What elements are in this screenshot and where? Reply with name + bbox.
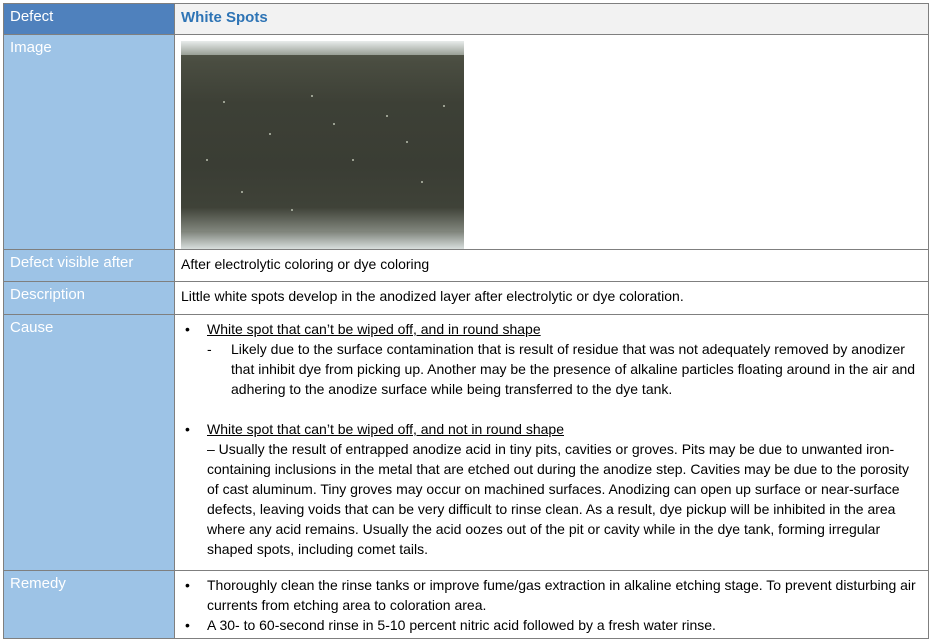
image-label: Image — [4, 35, 175, 250]
white-spot — [206, 159, 208, 161]
defect-label: Defect — [4, 4, 175, 35]
white-spot — [311, 95, 313, 97]
spacer — [199, 399, 922, 419]
cause-item-detail-text: Likely due to the surface contamination that is result of residue that was not adequately removed by anodizer that inhibit dye from picking up. Another may be the presence of alkaline particles floating around in the air and adhering to the anodize surface while being transferred to the dye tank. — [231, 341, 916, 397]
remedy-item: • A 30- to 60-second rinse in 5-10 percent nitric acid followed by a fresh water rinse. — [199, 615, 928, 635]
cause-item-title: White spot that can’t be wiped off, and in round shape — [207, 321, 541, 337]
defect-title: White Spots — [175, 4, 929, 35]
white-spot — [333, 123, 335, 125]
white-spot — [223, 101, 225, 103]
white-spot — [443, 105, 445, 107]
remedy-list — [181, 575, 928, 635]
white-spot — [421, 181, 423, 183]
row-image — [4, 35, 929, 250]
cause-label: Cause — [4, 315, 175, 571]
row-remedy — [4, 571, 929, 639]
row-visible-after — [4, 250, 929, 282]
description-value: Little white spots develop in the anodized layer after electrolytic or dye coloration. — [175, 282, 929, 315]
row-cause — [4, 315, 929, 571]
white-spot — [386, 115, 388, 117]
remedy-value — [175, 571, 929, 639]
cause-value — [175, 315, 929, 571]
row-defect — [4, 4, 929, 35]
white-spot — [241, 191, 243, 193]
cause-item-detail-text: – Usually the result of entrapped anodize acid in tiny pits, cavities or groves. Pits may be due to unwanted iron-containing inclusions in the metal that are etched out during the anodize step. Cavities may be due to the porosity of cast aluminum. Tiny groves may occur on machined surfaces. Anodizing can open up surface or near-surface defects, leaving voids that can be very difficult to rinse clean. As a result, dye pickup will be inhibited in the area where any acid remains. Usually the acid oozes out of the pit or cavity while in the dye tank, forming irregular shaped spots, including comet tails. — [207, 441, 909, 557]
cause-item-title: White spot that can’t be wiped off, and not in round shape — [207, 421, 564, 437]
cause-item — [199, 419, 922, 559]
white-spot — [269, 133, 271, 135]
visible-after-value: After electrolytic coloring or dye coloring — [175, 250, 929, 282]
row-description — [4, 282, 929, 315]
image-cell — [175, 35, 929, 250]
defect-table — [3, 3, 929, 639]
white-spot — [406, 141, 408, 143]
cause-list — [181, 319, 922, 559]
visible-after-label: Defect visible after — [4, 250, 175, 282]
cause-item — [199, 319, 922, 399]
description-label: Description — [4, 282, 175, 315]
cause-item-detail — [207, 339, 922, 399]
remedy-label: Remedy — [4, 571, 175, 639]
dash-marker: - — [207, 341, 212, 357]
defect-photo — [181, 41, 464, 249]
photo-edge-top — [181, 41, 464, 55]
remedy-item: • Thoroughly clean the rinse tanks or improve fume/gas extraction in alkaline etching stage. To prevent disturbing air currents from etching area to coloration area. — [199, 575, 928, 615]
white-spot — [352, 159, 354, 161]
photo-edge-bottom — [181, 231, 464, 249]
white-spot — [291, 209, 293, 211]
